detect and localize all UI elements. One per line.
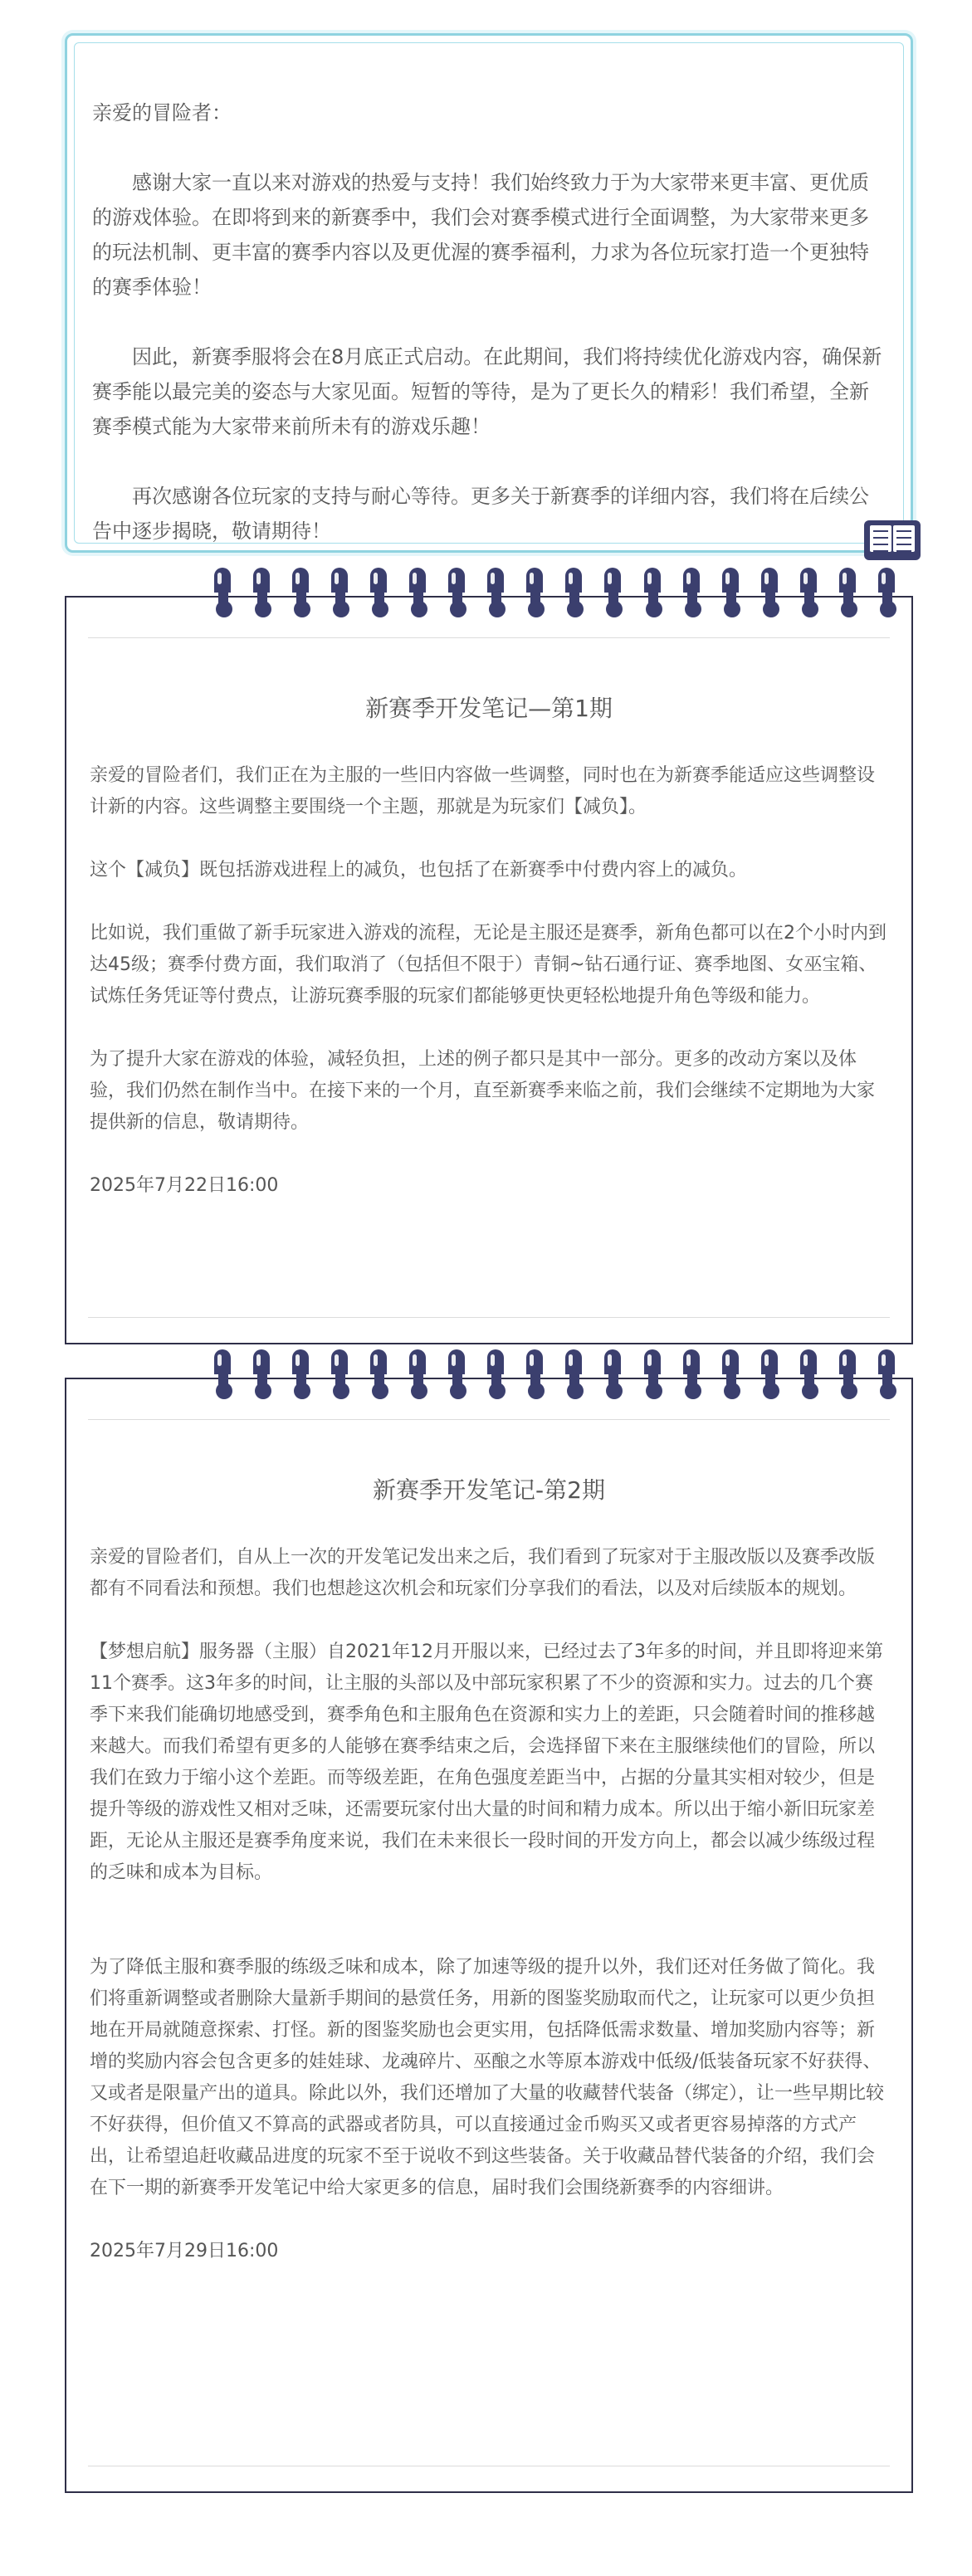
divider — [88, 1317, 890, 1318]
dev-note-paragraph: 比如说，我们重做了新手玩家进入游戏的流程，无论是主服还是赛季，新角色都可以在2个小时内到达45级；赛季付费方面，我们取消了（包括但不限于）青铜~钻石通行证、赛季地图、女巫宝箱、试炼任务凭证等付费点，让游玩赛季服的玩家们都能够更快更轻松地提升角色等级和能力。 — [90, 923, 887, 1007]
binding-ring-icon — [214, 568, 231, 616]
binding-ring-icon — [761, 568, 778, 616]
notebook-rings — [214, 1349, 895, 1399]
binding-ring-icon — [487, 568, 504, 616]
binding-ring-icon — [839, 568, 856, 616]
binding-ring-icon — [448, 568, 465, 616]
dev-note-body — [90, 1542, 888, 2267]
dev-note-date: 2025年7月29日16:00 — [90, 2241, 279, 2261]
announcement-text — [92, 95, 885, 583]
announcement-paragraph: 感谢大家一直以来对游戏的热爱与支持！我们始终致力于为大家带来更丰富、更优质的游戏体验。在即将到来的新赛季中，我们会对赛季模式进行全面调整，为大家带来更多的玩法机制、更丰富的赛季内容以及更优渥的赛季福利，力求为各位玩家打造一个更独特的赛季体验！ — [92, 171, 869, 299]
binding-ring-icon — [448, 1349, 465, 1398]
binding-ring-icon — [878, 568, 895, 616]
binding-ring-icon — [253, 1349, 270, 1398]
binding-ring-icon — [526, 568, 543, 616]
dev-note-card-2 — [65, 1378, 913, 2493]
binding-ring-icon — [878, 1349, 895, 1398]
binding-ring-icon — [292, 568, 309, 616]
binding-ring-icon — [487, 1349, 504, 1398]
binding-ring-icon — [292, 1349, 309, 1398]
dev-note-title: 新赛季开发笔记-第2期 — [373, 1476, 605, 1504]
binding-ring-icon — [214, 1349, 231, 1398]
dev-note-paragraph: 亲爱的冒险者们，我们正在为主服的一些旧内容做一些调整，同时也在为新赛季能适应这些调整设计新的内容。这些调整主要围绕一个主题，那就是为玩家们【减负】。 — [90, 765, 876, 817]
dev-note-title: 新赛季开发笔记—第1期 — [365, 695, 613, 722]
dev-note-paragraph: 亲爱的冒险者们，自从上一次的开发笔记发出来之后，我们看到了玩家对于主服改版以及赛季改版都有不同看法和预想。我们也想趁这次机会和玩家们分享我们的看法，以及对后续版本的规划。 — [90, 1547, 876, 1599]
divider — [88, 637, 890, 638]
dev-note-card-1 — [65, 596, 913, 1344]
binding-ring-icon — [409, 568, 426, 616]
binding-ring-icon — [800, 1349, 817, 1398]
dev-note-paragraph: 为了降低主服和赛季服的练级乏味和成本，除了加速等级的提升以外，我们还对任务做了简化。我们将重新调整或者删除大量新手期间的悬赏任务，用新的图鉴奖励取而代之，让玩家可以更少负担地在开局就随意探索、打怪。新的图鉴奖励也会更实用，包括降低需求数量、增加奖励内容等；新增的奖励内容会包含更多的娃娃球、龙魂碎片、巫酿之水等原本游戏中低级/低装备玩家不好获得、又或者是限量产出的道具。除此以外，我们还增加了大量的收藏替代装备（绑定），让一些早期比较不好获得，但价值又不算高的武器或者防具，可以直接通过金币购买又或者更容易掉落的方式产出，让希望追赶收藏品进度的玩家不至于说收不到这些装备。关于收藏品替代装备的介绍，我们会在下一期的新赛季开发笔记中给大家更多的信息，届时我们会围绕新赛季的内容细讲。 — [90, 1957, 885, 2198]
dev-note-paragraph: 【梦想启航】服务器（主服）自2021年12月开服以来，已经过去了3年多的时间，并且即将迎来第11个赛季。这3年多的时间，让主服的头部以及中部玩家积累了不少的资源和实力。过去的几个赛季下来我们能确切地感受到，赛季角色和主服角色在资源和实力上的差距，只会随着时间的推移越来越大。而我们希望有更多的人能够在赛季结束之后，会选择留下来在主服继续他们的冒险，所以我们在致力于缩小这个差距。而等级差距，在角色强度差距当中，占据的分量其实相对较少，但是提升等级的游戏性又相对乏味，还需要玩家付出大量的时间和精力成本。所以出于缩小新旧玩家差距，无论从主服还是赛季角度来说，我们在未来很长一段时间的开发方向上，都会以减少练级过程的乏味和成本为目标。 — [90, 1642, 883, 1883]
binding-ring-icon — [683, 568, 700, 616]
binding-ring-icon — [644, 568, 661, 616]
binding-ring-icon — [370, 1349, 387, 1398]
dev-note-body — [90, 760, 888, 1202]
binding-ring-icon — [526, 1349, 543, 1398]
binding-ring-icon — [800, 568, 817, 616]
announcement-paragraph: 因此，新赛季服将会在8月底正式启动。在此期间，我们将持续优化游戏内容，确保新赛季能以最完美的姿态与大家见面。短暂的等待，是为了更长久的精彩！我们希望，全新赛季模式能为大家带来前所未有的游戏乐趣！ — [92, 345, 882, 438]
binding-ring-icon — [839, 1349, 856, 1398]
binding-ring-icon — [604, 568, 621, 616]
binding-ring-icon — [565, 1349, 582, 1398]
binding-ring-icon — [409, 1349, 426, 1398]
binding-ring-icon — [331, 568, 348, 616]
binding-ring-icon — [722, 568, 739, 616]
binding-ring-icon — [644, 1349, 661, 1398]
announcement-greeting: 亲爱的冒险者： — [92, 101, 232, 124]
binding-ring-icon — [331, 1349, 348, 1398]
binding-ring-icon — [565, 568, 582, 616]
binding-ring-icon — [370, 568, 387, 616]
book-icon — [864, 520, 921, 560]
binding-ring-icon — [761, 1349, 778, 1398]
binding-ring-icon — [253, 568, 270, 616]
announcement-card — [65, 33, 913, 553]
dev-note-date: 2025年7月22日16:00 — [90, 1175, 279, 1196]
binding-ring-icon — [604, 1349, 621, 1398]
announcement-paragraph: 再次感谢各位玩家的支持与耐心等待。更多关于新赛季的详细内容，我们将在后续公告中逐步揭晓，敬请期待！ — [92, 485, 869, 543]
divider — [88, 1419, 890, 1420]
binding-ring-icon — [683, 1349, 700, 1398]
binding-ring-icon — [722, 1349, 739, 1398]
notebook-rings — [214, 568, 895, 617]
dev-note-paragraph: 这个【减负】既包括游戏进程上的减负，也包括了在新赛季中付费内容上的减负。 — [90, 860, 748, 881]
dev-note-paragraph: 为了提升大家在游戏的体验，减轻负担，上述的例子都只是其中一部分。更多的改动方案以及体验，我们仍然在制作当中。在接下来的一个月，直至新赛季来临之前，我们会继续不定期地为大家提供新的信息，敬请期待。 — [90, 1049, 876, 1133]
